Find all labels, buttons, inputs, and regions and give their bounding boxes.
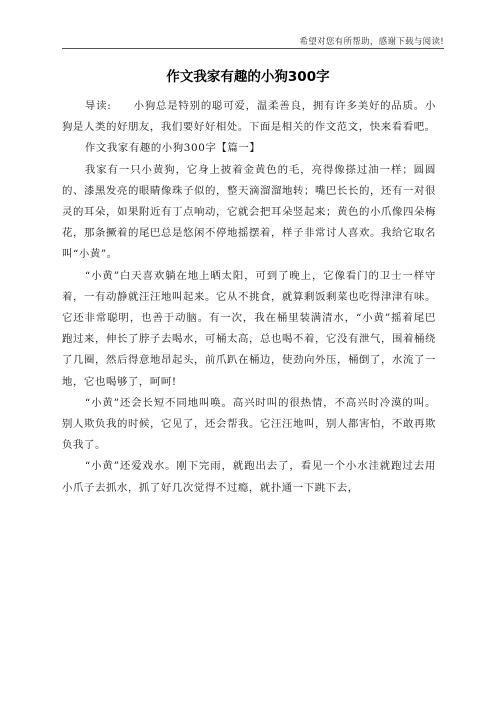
body-paragraph: 我家有一只小黄狗，它身上披着金黄色的毛，亮得像搽过油一样；圆圆的、漆黑发亮的眼睛像珠子似的，整天滴溜溜地转；嘴巴长长的，还有一对很灵的耳朵，如果附近有丁点响动，它就会把耳朵竖起来；黄色的小爪像四朵梅花，那条撅着的尾巴总是悠闲不停地摇摆着，样子非常讨人喜欢。我给它取名叫“小黄”。 (62, 163, 436, 261)
document-title: 作文我家有趣的小狗300字 (166, 69, 330, 85)
lead-paragraph (62, 96, 436, 138)
lead-label: 导读: (84, 100, 112, 112)
header-note: 希望对您有所帮助，感谢下载与阅读! (299, 37, 444, 47)
body-paragraph: “小黄”还爱戏水。刚下完雨，就跑出去了，看见一个小水洼就跑过去用小爪子去抓水，抓了好几次觉得不过瘾，就扑通一下跳下去， (62, 460, 436, 494)
section-title: 作文我家有趣的小狗300字【篇一】 (84, 142, 261, 155)
body-paragraph: “小黄”白天喜欢躺在地上晒太阳，可到了晚上，它像看门的卫士一样守着，一有动静就汪汪地叫起来。它从不挑食，就算剩饭剩菜也吃得津津有味。它还非常聪明，也善于动脑。有一次，我在桶里装满清水，“小黄”摇着尾巴跑过来，伸长了脖子去喝水，可桶太高，总也喝不着，它没有泄气，围着桶绕了几圈，然后得意地昂起头，前爪趴在桶边，使劲向外压，桶倒了，水流了一地，它也喝够了，呵呵! (62, 269, 436, 388)
header-divider (62, 48, 444, 49)
body-paragraph: “小黄”还会长短不同地叫唤。高兴时叫的很热情，不高兴时冷漠的叫。别人欺负我的时候，它见了，还会帮我。它汪汪地叫，别人都害怕，不敢再欺负我了。 (62, 396, 436, 452)
lead-text: 小狗总是特别的聪可爱，温柔善良，拥有许多美好的品质。小狗是人类的好朋友，我们要好好相处。下面是相关的作文范文，快来看看吧。 (62, 100, 436, 134)
document-body (62, 96, 436, 499)
